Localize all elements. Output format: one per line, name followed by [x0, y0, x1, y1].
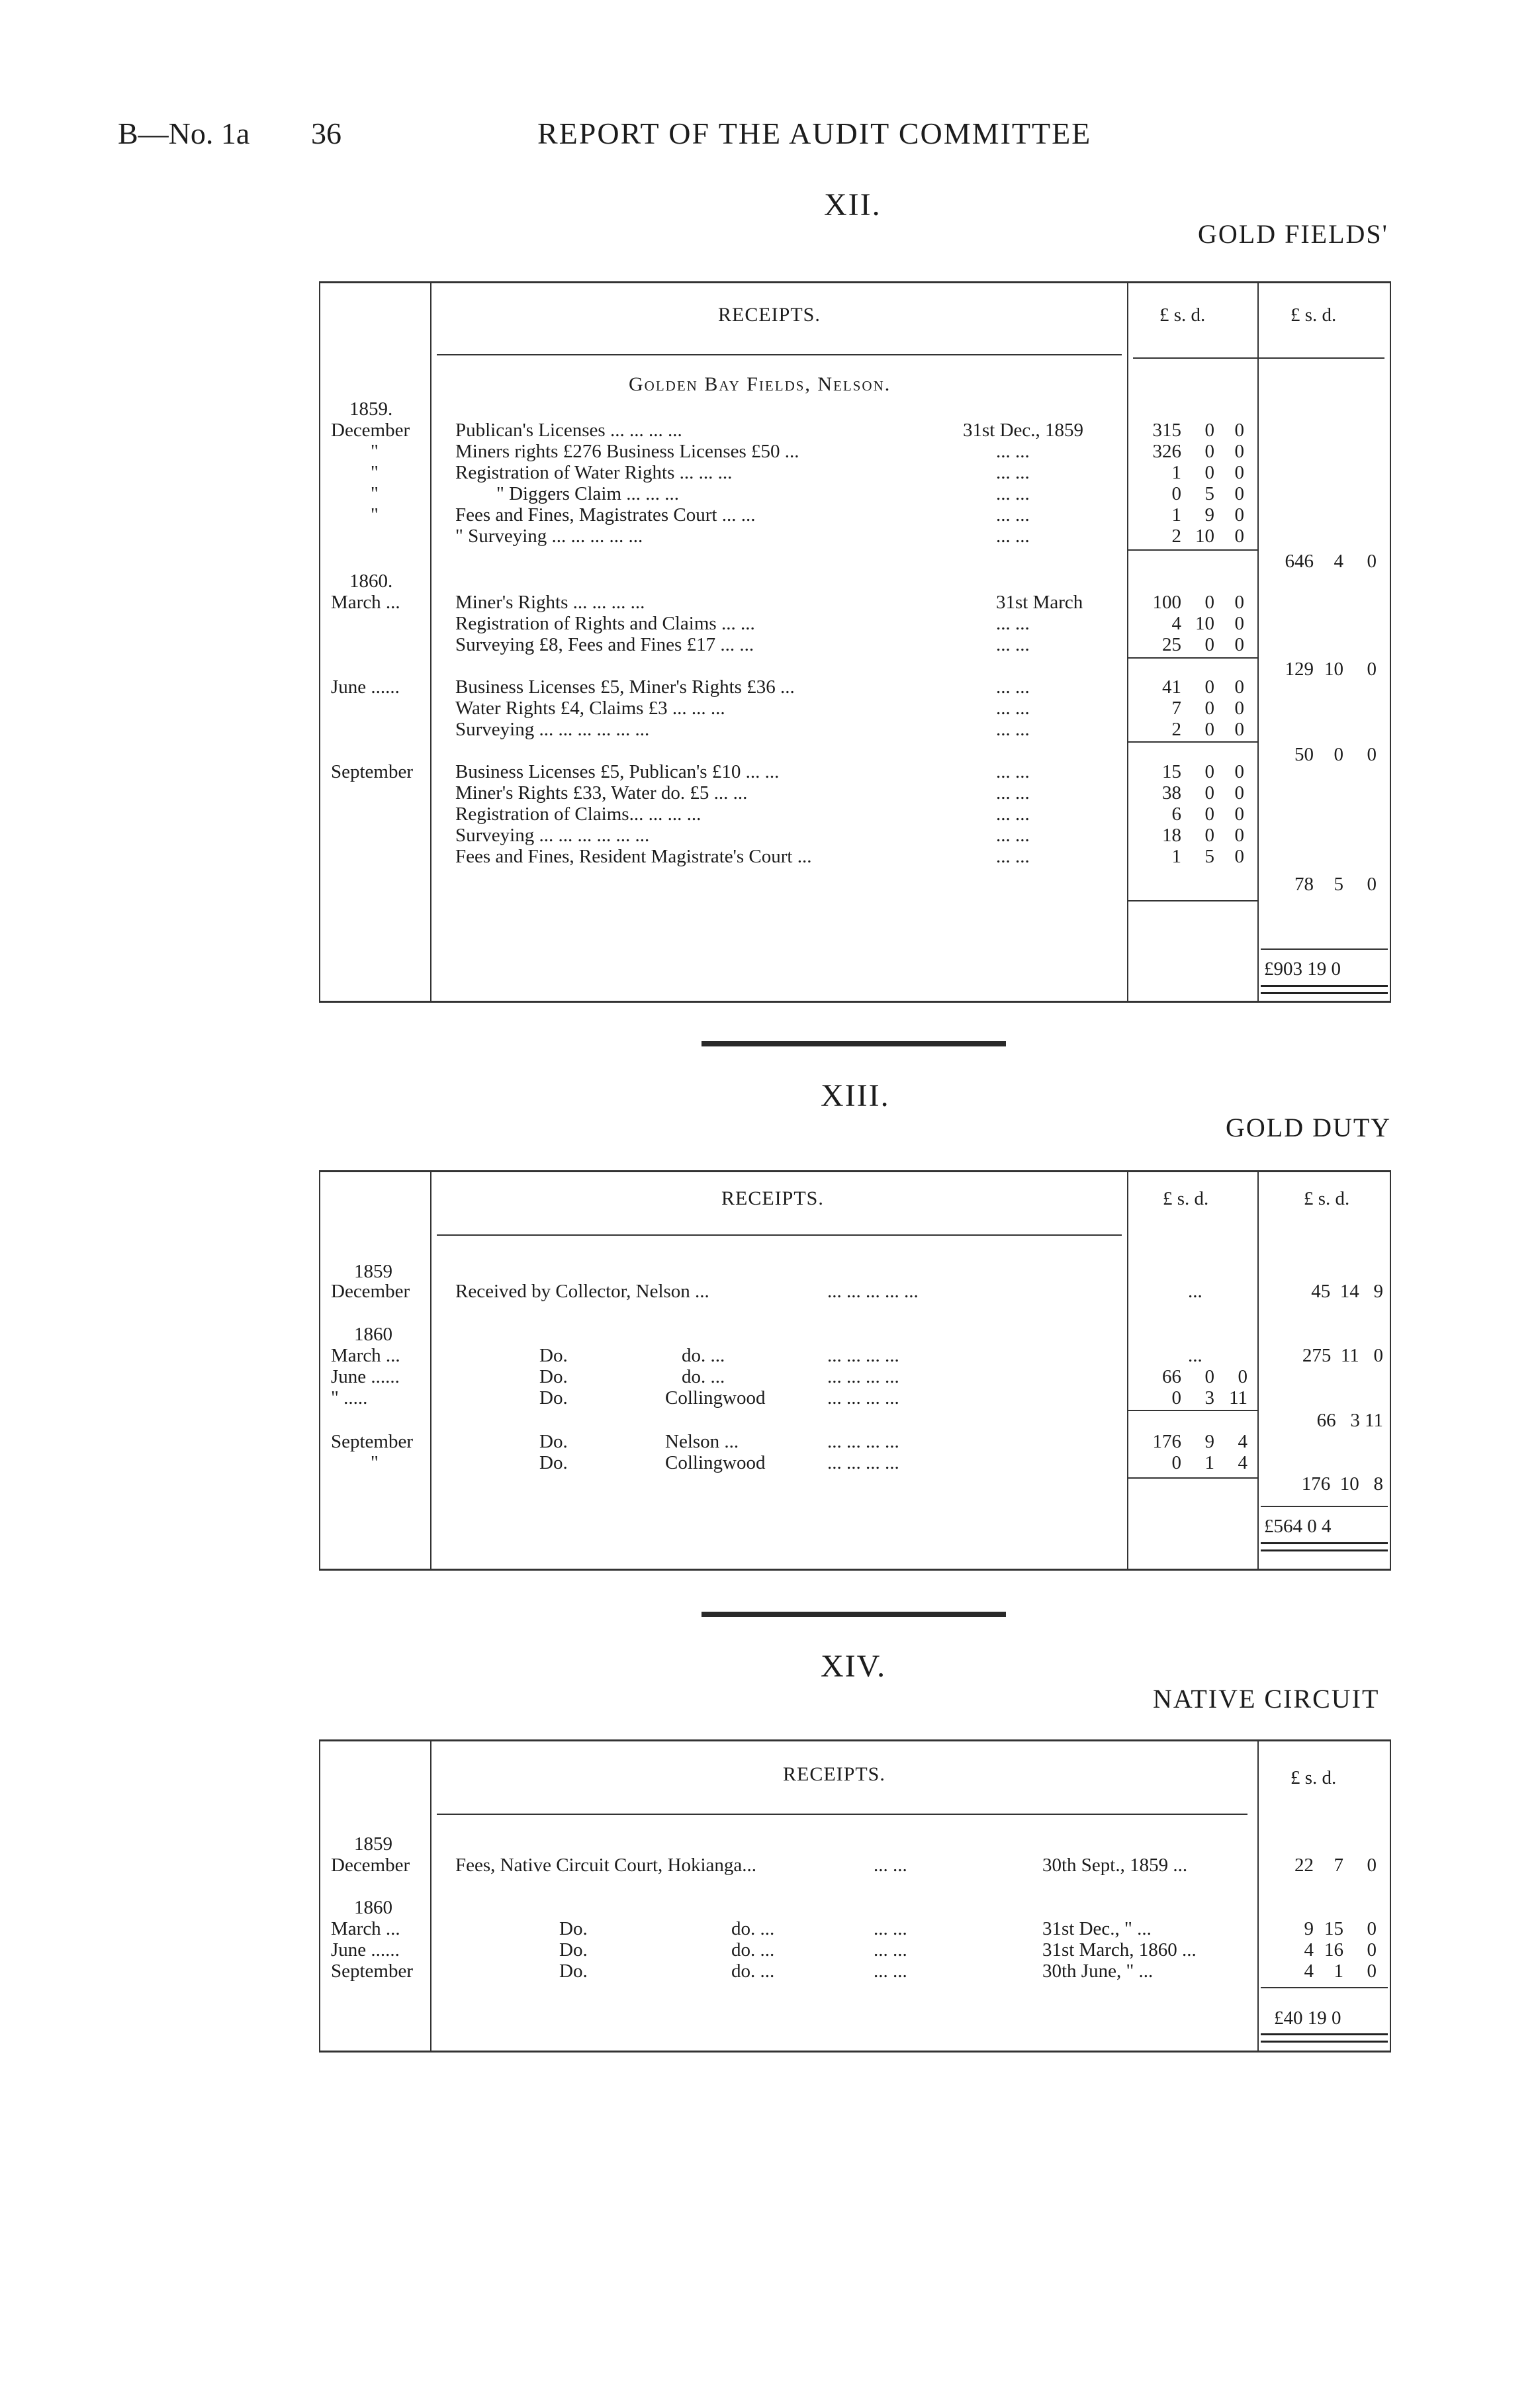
receipts-header: RECEIPTS. [721, 1187, 824, 1209]
section-xiii-number: XIII. [821, 1078, 890, 1113]
section-divider [702, 1612, 1006, 1617]
doc-ref: B—No. 1a [118, 116, 250, 150]
page-number: 36 [311, 116, 341, 150]
group-title: Golden Bay Fields, Nelson. [629, 373, 891, 395]
currency-header-total: £ s. d. [1304, 1188, 1350, 1209]
receipts-header: RECEIPTS. [783, 1763, 885, 1785]
section-xiii-subtitle: GOLD DUTY [1226, 1113, 1392, 1142]
currency-header: £ s. d. [1163, 1188, 1209, 1209]
section-divider [702, 1041, 1006, 1046]
currency-header-total: £ s. d. [1291, 304, 1337, 326]
grand-total: £564 0 4 [1264, 1516, 1332, 1537]
grand-total: £40 19 0 [1274, 2008, 1341, 2029]
receipts-header: RECEIPTS. [718, 304, 821, 326]
section-xii-subtitle: GOLD FIELDS' [1198, 219, 1388, 249]
section-xiv-subtitle: NATIVE CIRCUIT [1153, 1684, 1380, 1714]
subtotal-row: 45 14 9 [1311, 1281, 1383, 1302]
currency-header: £ s. d. [1291, 1767, 1337, 1788]
section-xiv-number: XIV. [821, 1649, 887, 1684]
page-title: REPORT OF THE AUDIT COMMITTEE [537, 116, 1092, 150]
grand-total: £903 19 0 [1264, 958, 1341, 980]
currency-header: £ s. d. [1159, 304, 1206, 326]
subtotal-row: 275 11 0 [1302, 1345, 1383, 1366]
section-xii-number: XII. [824, 187, 882, 222]
